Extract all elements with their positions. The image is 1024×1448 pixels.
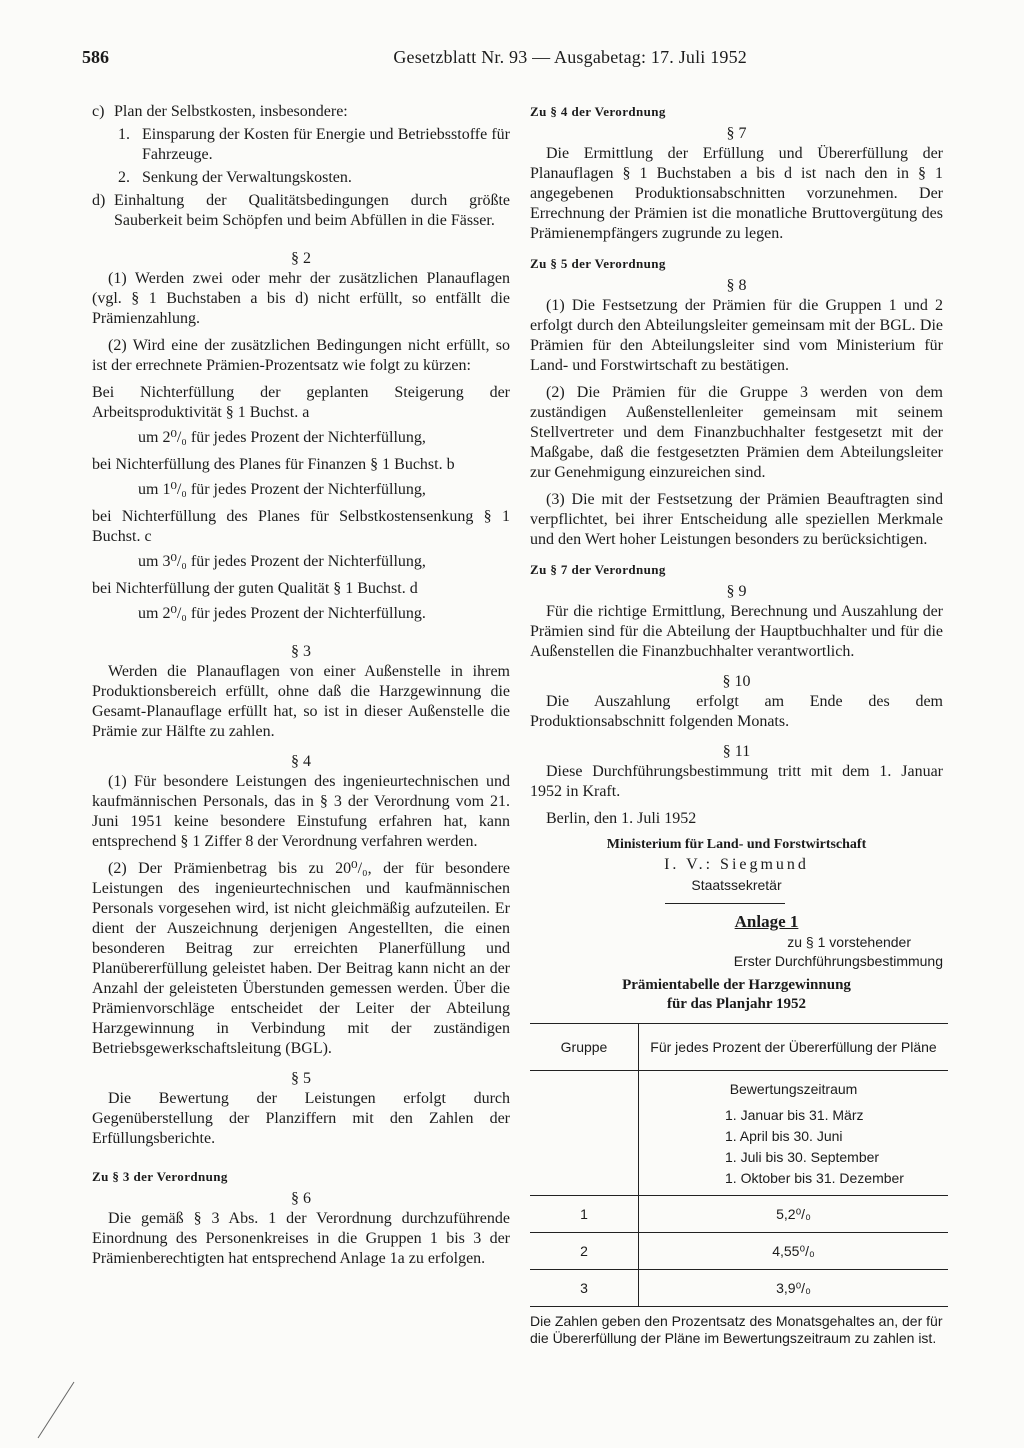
list-item-c: c) Plan der Selbstkosten, insbesondere: <box>92 103 348 120</box>
section-4-para-1: (1) Für besondere Leistungen des ingenieurtechnischen und kaufmännischen Personals, das in § 3 der Verordnung vom 21. Juni 1951 keine besondere Einstufung erfahren hat, kann entsprechend § 1 Ziffer 8 der Verordnung verfahren werden. <box>92 773 510 850</box>
subheading-zu-4: Zu § 4 der Verordnung <box>530 104 666 119</box>
signer-title: Staatssekretär <box>691 877 782 893</box>
annex-reference-2: Erster Durchführungsbestimmung <box>733 953 943 969</box>
period-q1: 1. Januar bis 31. März <box>725 1107 864 1123</box>
section-10-heading: § 10 <box>722 673 751 690</box>
period-q2: 1. April bis 30. Juni <box>725 1128 843 1144</box>
col-header-percent: Für jedes Prozent der Übererfüllung der Pläne <box>650 1039 937 1055</box>
section-4-heading: § 4 <box>291 753 311 770</box>
place-date: Berlin, den 1. Juli 1952 <box>546 810 697 827</box>
group-cell: 2 <box>530 1233 639 1270</box>
subheading-zu-7: Zu § 7 der Verordnung <box>530 562 666 577</box>
signature-divider <box>665 903 785 904</box>
annex-reference-1: zu § 1 vorstehender <box>787 934 911 950</box>
section-2-case-c: bei Nichterfüllung des Planes für Selbstkostensenkung § 1 Buchst. c <box>92 508 510 545</box>
section-2-para-2: (2) Wird eine der zusätzlichen Bedingungen nicht erfüllt, so ist der errechnete Prämien-Prozentsatz wie folgt zu kürzen: <box>92 337 510 374</box>
left-column <box>92 102 510 1269</box>
section-2-case-b: bei Nichterfüllung des Planes für Finanzen § 1 Buchst. b <box>92 456 455 473</box>
table-title-2: für das Planjahr 1952 <box>666 996 807 1012</box>
section-2-deduction-a: um 2⁰/₀ für jedes Prozent der Nichterfüllung, <box>138 429 426 446</box>
list-item-c2: 2. Senkung der Verwaltungskosten. <box>118 169 352 186</box>
premium-table <box>530 1023 948 1307</box>
section-8-para-2: (2) Die Prämien für die Gruppe 3 werden von dem zuständigen Außenstellenleiter gemeinsam mit seinem Stellvertreter und dem Finanzbuchhalter festgesetzt mit der Maßgabe, daß die festgesetzten Prämien dem Abteilungsleiter zur Genehmigung einzureichen sind. <box>530 384 943 481</box>
section-3-heading: § 3 <box>291 643 311 660</box>
section-2-para-1: (1) Werden zwei oder mehr der zusätzlichen Planauflagen (vgl. § 1 Buchstaben a bis d) nicht erfüllt, so entfällt die Prämienzahlung. <box>92 270 510 327</box>
section-11-heading: § 11 <box>722 743 751 760</box>
list-item-c1: 1. Einsparung der Kosten für Energie und Betriebsstoffe für Fahrzeuge. <box>118 126 510 163</box>
section-6-heading: § 6 <box>291 1190 311 1207</box>
table-row <box>530 1233 948 1270</box>
col-header-group: Gruppe <box>530 1024 639 1071</box>
period-q4: 1. Oktober bis 31. Dezember <box>725 1170 904 1186</box>
page-number: 586 <box>82 47 109 67</box>
annex-title: Anlage 1 <box>734 912 799 931</box>
period-cell <box>639 1071 949 1196</box>
section-2-deduction-d: um 2⁰/₀ für jedes Prozent der Nichterfüllung. <box>138 605 426 622</box>
value-cell: 3,9⁰/₀ <box>776 1280 811 1296</box>
section-5-heading: § 5 <box>291 1070 311 1087</box>
table-title-1: Prämientabelle der Harzgewinnung <box>622 977 851 993</box>
page-header <box>82 47 747 77</box>
subheading-zu-3: Zu § 3 der Verordnung <box>92 1169 228 1184</box>
table-period-row <box>530 1071 948 1196</box>
section-10-text: Die Auszahlung erfolgt am Ende des dem Produktionsabschnitt folgenden Monats. <box>530 693 943 730</box>
table-row <box>530 1270 948 1307</box>
section-11-text: Diese Durchführungsbestimmung tritt mit dem 1. Januar 1952 in Kraft. <box>530 763 943 800</box>
table-row <box>530 1196 948 1233</box>
period-q3: 1. Juli bis 30. September <box>725 1149 880 1165</box>
period-header: Bewertungszeitraum <box>729 1081 858 1097</box>
section-5-text: Die Bewertung der Leistungen erfolgt durch Gegenüberstellung der Planziffern mit den Zahlen der Erfüllungsberichte. <box>92 1090 510 1147</box>
signer-name: I. V.: Siegmund <box>664 856 809 873</box>
pencil-stroke-mark <box>36 1380 76 1440</box>
table-footnote: Die Zahlen geben den Prozentsatz des Monatsgehaltes an, der für die Übererfüllung der Pläne im Bewertungszeitraum zu zahlen ist. <box>530 1313 943 1346</box>
sublist-c <box>92 125 510 188</box>
section-4-para-2: (2) Der Prämienbetrag bis zu 20⁰/₀, der für besondere Leistungen des ingenieurtechnischen und kaufmännischen Personals vorgesehen wird, ist nicht gleichmäßig aufzuteilen. Er dient der Auszeichnung derjenigen Angestellten, die einen besonderen Beitrag zur erreichten Planerfüllung und Planübererfüllung geleistet haben. Der Beitrag kann nicht an der Anzahl der geleisteten Überstunden gemessen werden. Über die Prämienvorschläge entscheidet der Leiter der Abteilung Harzgewinnung in Verbindung mit der zuständigen Betriebsgewerkschaftsleitung (BGL). <box>92 860 510 1057</box>
section-8-heading: § 8 <box>726 277 747 294</box>
section-9-heading: § 9 <box>726 583 747 600</box>
group-cell: 1 <box>530 1196 639 1233</box>
table-header-row <box>530 1024 948 1071</box>
section-8-para-3: (3) Die mit der Festsetzung der Prämien Beauftragten sind verpflichtet, bei ihrer Entscheidung alle speziellen Merkmale und den Wert hoher Leistungen besonders zu berücksichtigen. <box>530 491 943 548</box>
list-item-d: d) Einhaltung der Qualitätsbedingungen durch größte Sauberkeit beim Schöpfen und beim Abfüllen in die Fässer. <box>92 192 510 229</box>
subheading-zu-5: Zu § 5 der Verordnung <box>530 256 666 271</box>
section-2-deduction-c: um 3⁰/₀ für jedes Prozent der Nichterfüllung, <box>138 553 426 570</box>
value-cell: 5,2⁰/₀ <box>776 1206 811 1222</box>
section-6-text: Die gemäß § 3 Abs. 1 der Verordnung durchzuführende Einordnung des Personenkreises in die Gruppen 1 bis 3 der Prämienberechtigten hat entsprechend Anlage 1a zu erfolgen. <box>92 1210 510 1267</box>
section-8-para-1: (1) Die Festsetzung der Prämien für die Gruppen 1 und 2 erfolgt durch den Abteilungsleiter gemeinsam mit der BGL. Die Prämien für den Abteilungsleiter sind vom Ministerium für Land- und Forstwirtschaft zu bestätigen. <box>530 297 943 374</box>
section-3-text: Werden die Planauflagen von einer Außenstelle in ihrem Produktionsbereich erfüllt, ohne daß die Harzgewinnung die Gesamt-Planauflage erfüllt hat, so ist in dieser Außenstelle die Prämie zur Hälfte zu zahlen. <box>92 663 510 740</box>
section-9-text: Für die richtige Ermittlung, Berechnung und Auszahlung der Prämien sind für die Abteilung der Hauptbuchhalter und für die Außenstellen die Finanzbuchhalter verantwortlich. <box>530 603 943 660</box>
ministry-name: Ministerium für Land- und Forstwirtschaft <box>606 837 867 852</box>
group-cell: 3 <box>530 1270 639 1307</box>
gazette-title: Gesetzblatt Nr. 93 — Ausgabetag: 17. Juli 1952 <box>393 47 747 67</box>
section-2-case-d: bei Nichterfüllung der guten Qualität § 1 Buchst. d <box>92 580 418 597</box>
section-2-case-a: Bei Nichterfüllung der geplanten Steigerung der Arbeitsproduktivität § 1 Buchst. a <box>92 384 510 421</box>
section-2-deduction-b: um 1⁰/₀ für jedes Prozent der Nichterfüllung, <box>138 481 426 498</box>
section-2-heading: § 2 <box>291 250 311 267</box>
section-7-heading: § 7 <box>726 125 747 142</box>
right-column <box>530 102 943 1347</box>
section-7-text: Die Ermittlung der Erfüllung und Übererfüllung der Planauflagen § 1 Buchstaben a bis d ist nach den in § 1 angegebenen Produktionsabschnitten vorzunehmen. Der Errechnung der Prämien ist die monatliche Bruttovergütung des Prämienempfängers zugrunde zu legen. <box>530 145 943 242</box>
value-cell: 4,55⁰/₀ <box>772 1243 815 1259</box>
